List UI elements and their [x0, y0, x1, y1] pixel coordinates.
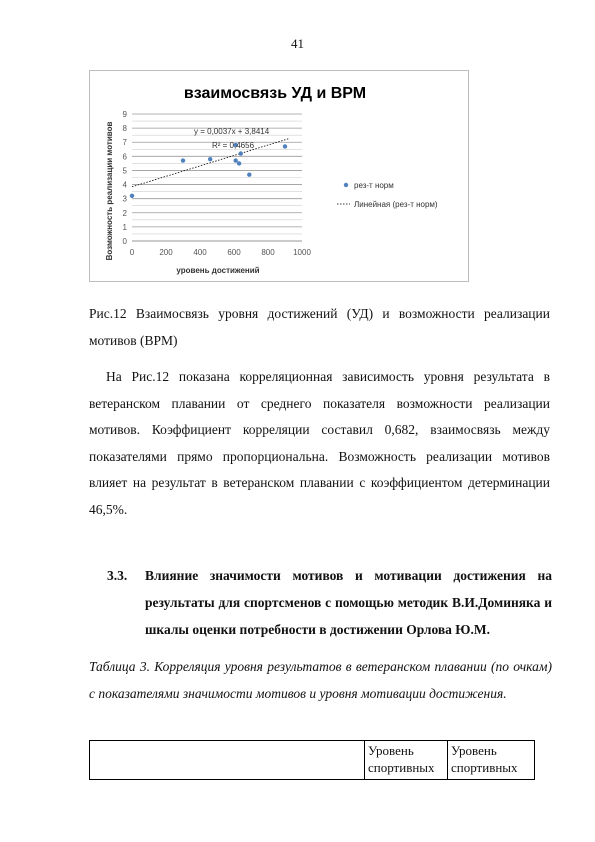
page-number: 41: [291, 36, 304, 51]
section-title: Влияние значимости мотивов и мотивации достижения на результаты для спортсменов с помощью методик В.И.Доминяка и шкалы оценки потребности в достижении Орлова Ю.М.: [145, 568, 552, 637]
trendline-equation: y = 0,0037x + 3,8414: [194, 127, 270, 136]
trendline-line: [132, 139, 288, 187]
y-tick-label: 8: [122, 124, 127, 134]
data-point: [208, 157, 212, 161]
data-point: [283, 144, 287, 148]
data-point: [237, 161, 241, 165]
table-caption: Таблица 3. Корреляция уровня результатов в ветеранском плавании (по очкам) с показателями значимости мотивов и уровня мотивации достижения.: [89, 659, 552, 701]
y-tick-label: 1: [122, 222, 127, 232]
x-tick-label: 0: [129, 248, 135, 257]
data-point: [247, 172, 251, 176]
table-header-cell-1: Уровень спортивных: [365, 741, 448, 780]
y-tick-label: 2: [122, 208, 127, 218]
y-tick-label: 0: [122, 237, 127, 246]
y-tick-label: 3: [122, 194, 127, 204]
data-point: [181, 158, 185, 162]
trendline: [132, 139, 288, 187]
legend-label-trendline: Линейная (рез-т норм): [354, 200, 438, 209]
trendline-r2: R² = 0,4656: [212, 141, 255, 150]
body-paragraph: На Рис.12 показана корреляционная зависимость уровня результата в ветеранском плавании от среднего показателя возможности реализации мотивов. Коэффициент корреляции составил 0,682, взаимосвязь между показателями прямо пропорциональна. Возможность реализации мотивов влияет на результат в ветеранском плавании с коэффициентом детерминации 46,5%.: [89, 369, 550, 517]
table-header-row: [90, 741, 535, 780]
x-tick-label: 600: [227, 248, 241, 257]
legend: [337, 181, 438, 209]
x-axis-label: уровень достижений: [176, 266, 260, 275]
data-point: [130, 194, 134, 198]
section-number: 3.3.: [107, 568, 128, 583]
y-axis-label: Возможность реализации мотивов: [105, 121, 114, 261]
chart-title: взаимосвязь УД и ВРМ: [183, 85, 367, 102]
chart-svg: [90, 71, 468, 281]
figure-caption: Рис.12 Взаимосвязь уровня достижений (УД) и возможности реализации мотивов (ВРМ): [89, 306, 550, 348]
x-tick-label: 800: [261, 248, 275, 257]
y-tick-label: 7: [122, 138, 127, 148]
x-tick-label: 200: [159, 248, 173, 257]
legend-marker-series: [344, 183, 348, 187]
chart: [89, 70, 469, 282]
data-point: [239, 151, 243, 155]
x-tick-label: 1000: [293, 248, 311, 257]
section-heading: [107, 562, 552, 643]
y-tick-label: 9: [122, 110, 127, 119]
y-tick-label: 6: [122, 152, 127, 162]
correlation-table: [89, 740, 535, 780]
y-tick-label: 5: [122, 166, 127, 176]
table-header-cell-0: [90, 741, 365, 780]
x-tick-label: 400: [193, 248, 207, 257]
data-point: [234, 158, 238, 162]
y-tick-label: 4: [122, 180, 127, 190]
table-header-cell-2: Уровень спортивных: [448, 741, 535, 780]
legend-label-series: рез-т норм: [354, 181, 394, 190]
